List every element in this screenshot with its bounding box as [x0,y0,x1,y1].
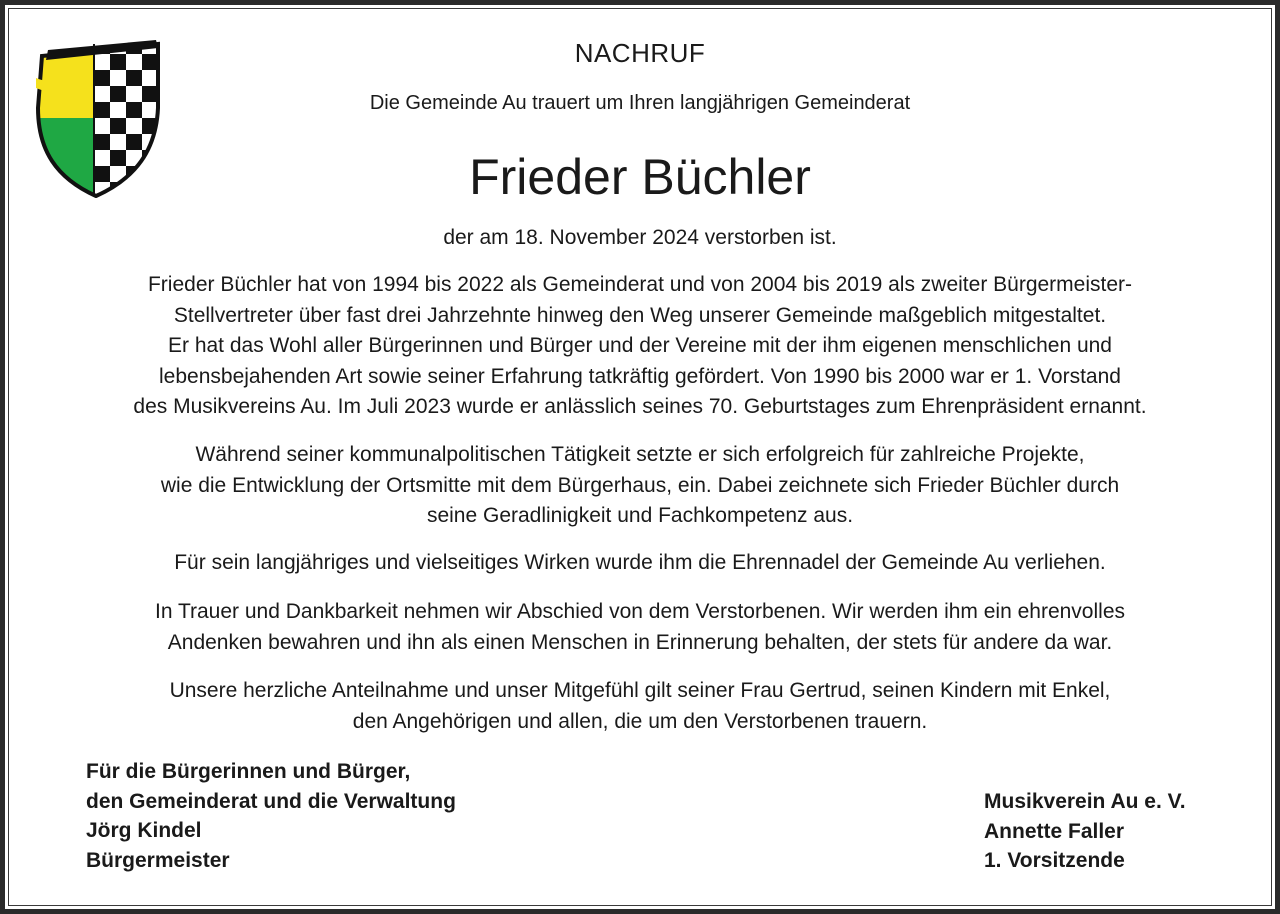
notice-subtitle: Die Gemeinde Au trauert um Ihren langjährigen Gemeinderat [369,92,911,114]
signature-municipality [86,757,456,875]
paragraph-honor [0,548,1280,579]
crest-checker-square [94,70,110,86]
paragraph-line: den Angehörigen und allen, die um den Verstorbenen trauern. [352,709,928,733]
crest-checker-square [126,118,142,134]
notice-title: NACHRUF [574,38,706,68]
signature-line: 1. Vorsitzende [984,849,1125,872]
crest-checker-square [126,70,142,86]
paragraph-line: Frieder Büchler hat von 1994 bis 2022 als Gemeinderat und von 2004 bis 2019 als zweiter Bürgermeister- [147,273,1133,296]
paragraph-line: Stellvertreter über fast drei Jahrzehnte hinweg den Weg unserer Gemeinde maßgeblich mitgestaltet. [173,303,1107,327]
crest-checker-square [110,70,126,86]
paragraph-projects [0,440,1280,532]
crest-checker-square [94,118,110,134]
deceased-name: Frieder Büchler [469,149,811,205]
paragraph-line: seine Geradlinigkeit und Fachkompetenz aus. [426,504,854,528]
paragraph-career [0,270,1280,423]
paragraph-line: Während seiner kommunalpolitischen Tätigkeit setzte er sich erfolgreich für zahlreiche Projekte, [195,443,1085,466]
paragraph-line: Er hat das Wohl aller Bürgerinnen und Bürger und der Vereine mit der ihm eigenen menschlichen und [167,334,1112,358]
signature-line: Für die Bürgerinnen und Bürger, [86,760,411,783]
paragraph-line: lebensbejahenden Art sowie seiner Erfahrung tatkräftig gefördert. Von 1990 bis 2000 war er 1. Vorstand [159,364,1121,388]
paragraph-condolences [0,676,1280,737]
crest-checker-square [142,70,158,86]
paragraph-farewell [0,597,1280,658]
signature-line: Annette Faller [984,819,1125,843]
paragraph-line: Unsere herzliche Anteilnahme und unser Mitgefühl gilt seiner Frau Gertrud, seinen Kindern mit Enkel, [169,679,1111,702]
paragraph-line: wie die Entwicklung der Ortsmitte mit dem Bürgerhaus, ein. Dabei zeichnete sich Frieder Büchler durch [160,473,1120,497]
paragraph-line: Andenken bewahren und ihn als einen Menschen in Erinnerung behalten, der stets für andere da war. [167,630,1113,654]
paragraph-line: In Trauer und Dankbarkeit nehmen wir Abschied von dem Verstorbenen. Wir werden ihm ein ehrenvolles [154,600,1125,623]
signature-line: Musikverein Au e. V. [984,790,1186,813]
signature-line: Bürgermeister [86,848,230,872]
signature-line: den Gemeinderat und die Verwaltung [86,789,456,813]
death-date-line: der am 18. November 2024 verstorben ist. [443,226,837,249]
crest-checker-square [110,118,126,134]
signature-line: Jörg Kindel [86,819,202,842]
paragraph-line: des Musikvereins Au. Im Juli 2023 wurde er anlässlich seines 70. Geburtstages zum Ehrenpräsident ernannt. [133,395,1147,419]
signature-music-club [984,787,1186,876]
paragraph-line: Für sein langjähriges und vielseitiges Wirken wurde ihm die Ehrennadel der Gemeinde Au verliehen. [174,551,1106,574]
